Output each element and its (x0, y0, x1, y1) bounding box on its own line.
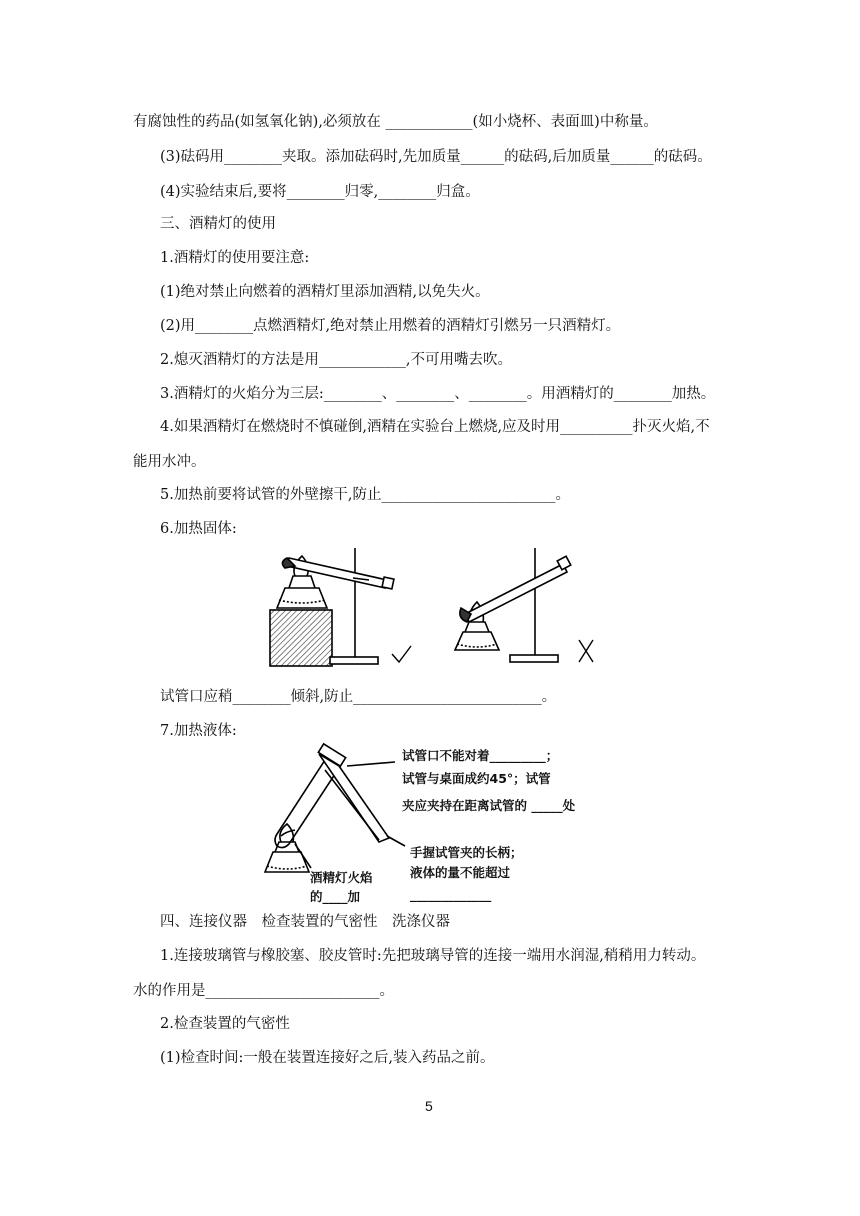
liquid-label-3: 夹应夹持在距离试管的 _____处 (402, 798, 576, 813)
page-number: 5 (425, 1098, 433, 1114)
text-line-6: (1)绝对禁止向燃着的酒精灯里添加酒精,以免失火。 (160, 284, 490, 300)
test-tube-liquid-icon (275, 760, 339, 848)
text-line-3: (4)实验结束后,要将________归零,________归盒。 (160, 184, 480, 200)
liquid-label-1: 试管口不能对着_________； (402, 748, 559, 763)
liquid-label-8: 的____加 (310, 889, 361, 904)
wooden-block-icon (270, 610, 332, 666)
text-line-5: 1.酒精灯的使用要注意: (160, 250, 310, 266)
liquid-label-2: 试管与桌面成约45°；试管 (402, 771, 551, 786)
stand-base-icon-2 (510, 655, 558, 662)
text-line-7: (2)用________点燃酒精灯,绝对禁止用燃着的酒精灯引燃另一只酒精灯。 (160, 318, 621, 334)
text-line-1: 有腐蚀性的药品(如氢氧化钠),必须放在 ____________(如小烧杯、表面皿)中称量。 (133, 114, 658, 130)
text-line-10: 4.如果酒精灯在燃烧时不慎碰倒,酒精在实验台上燃烧,应及时用__________扑灭火焰,不 (160, 419, 710, 435)
heating-solid-diagram (265, 540, 610, 670)
text-line-13: 6.加热固体: (160, 521, 237, 537)
text-line-8: 2.熄灭酒精灯的方法是用____________,不可用嘴去吹。 (160, 352, 512, 368)
stand-base-icon (330, 657, 378, 664)
text-line-12: 5.加热前要将试管的外壁擦干,防止________________________。 (160, 487, 570, 503)
text-line-18: 水的作用是________________________。 (133, 983, 394, 999)
text-line-11: 能用水冲。 (133, 454, 206, 470)
text-line-14: 试管口应稍________倾斜,防止__________________________。 (160, 689, 557, 705)
alcohol-lamp-icon (277, 588, 327, 608)
figure-heating-solid (265, 540, 610, 670)
cross-mark-icon (579, 640, 593, 662)
text-line-9: 3.酒精灯的火焰分为三层:________、________、________。用酒精灯的________加热。 (160, 386, 716, 402)
text-line-15: 7.加热液体: (160, 723, 237, 739)
liquid-label-5: 液体的量不能超过 (410, 865, 511, 880)
tube-holder-icon (319, 754, 389, 842)
section-heading-alcohol-lamp: 三、酒精灯的使用 (160, 216, 276, 232)
liquid-label-6: _____________ (410, 887, 492, 902)
liquid-label-7: 酒精灯火焰 (310, 870, 373, 885)
text-line-17: 1.连接玻璃管与橡胶塞、胶皮管时:先把玻璃导管的连接一端用水润湿,稍稍用力转动。 (160, 948, 706, 964)
liquid-label-4: 手握试管夹的长柄； (410, 845, 523, 860)
text-line-20: (1)检查时间:一般在装置连接好之后,装入药品之前。 (160, 1050, 495, 1066)
test-tube-icon-2 (465, 564, 567, 622)
text-line-2: (3)砝码用________夹取。添加砝码时,先加质量______的砝码,后加质量______的砝码。 (160, 149, 712, 165)
text-line-19: 2.检查装置的气密性 (160, 1016, 290, 1032)
check-mark-icon (392, 646, 411, 662)
section-heading-instruments: 四、连接仪器 检查装置的气密性 洗涤仪器 (160, 914, 450, 930)
test-tube-icon (287, 558, 387, 588)
